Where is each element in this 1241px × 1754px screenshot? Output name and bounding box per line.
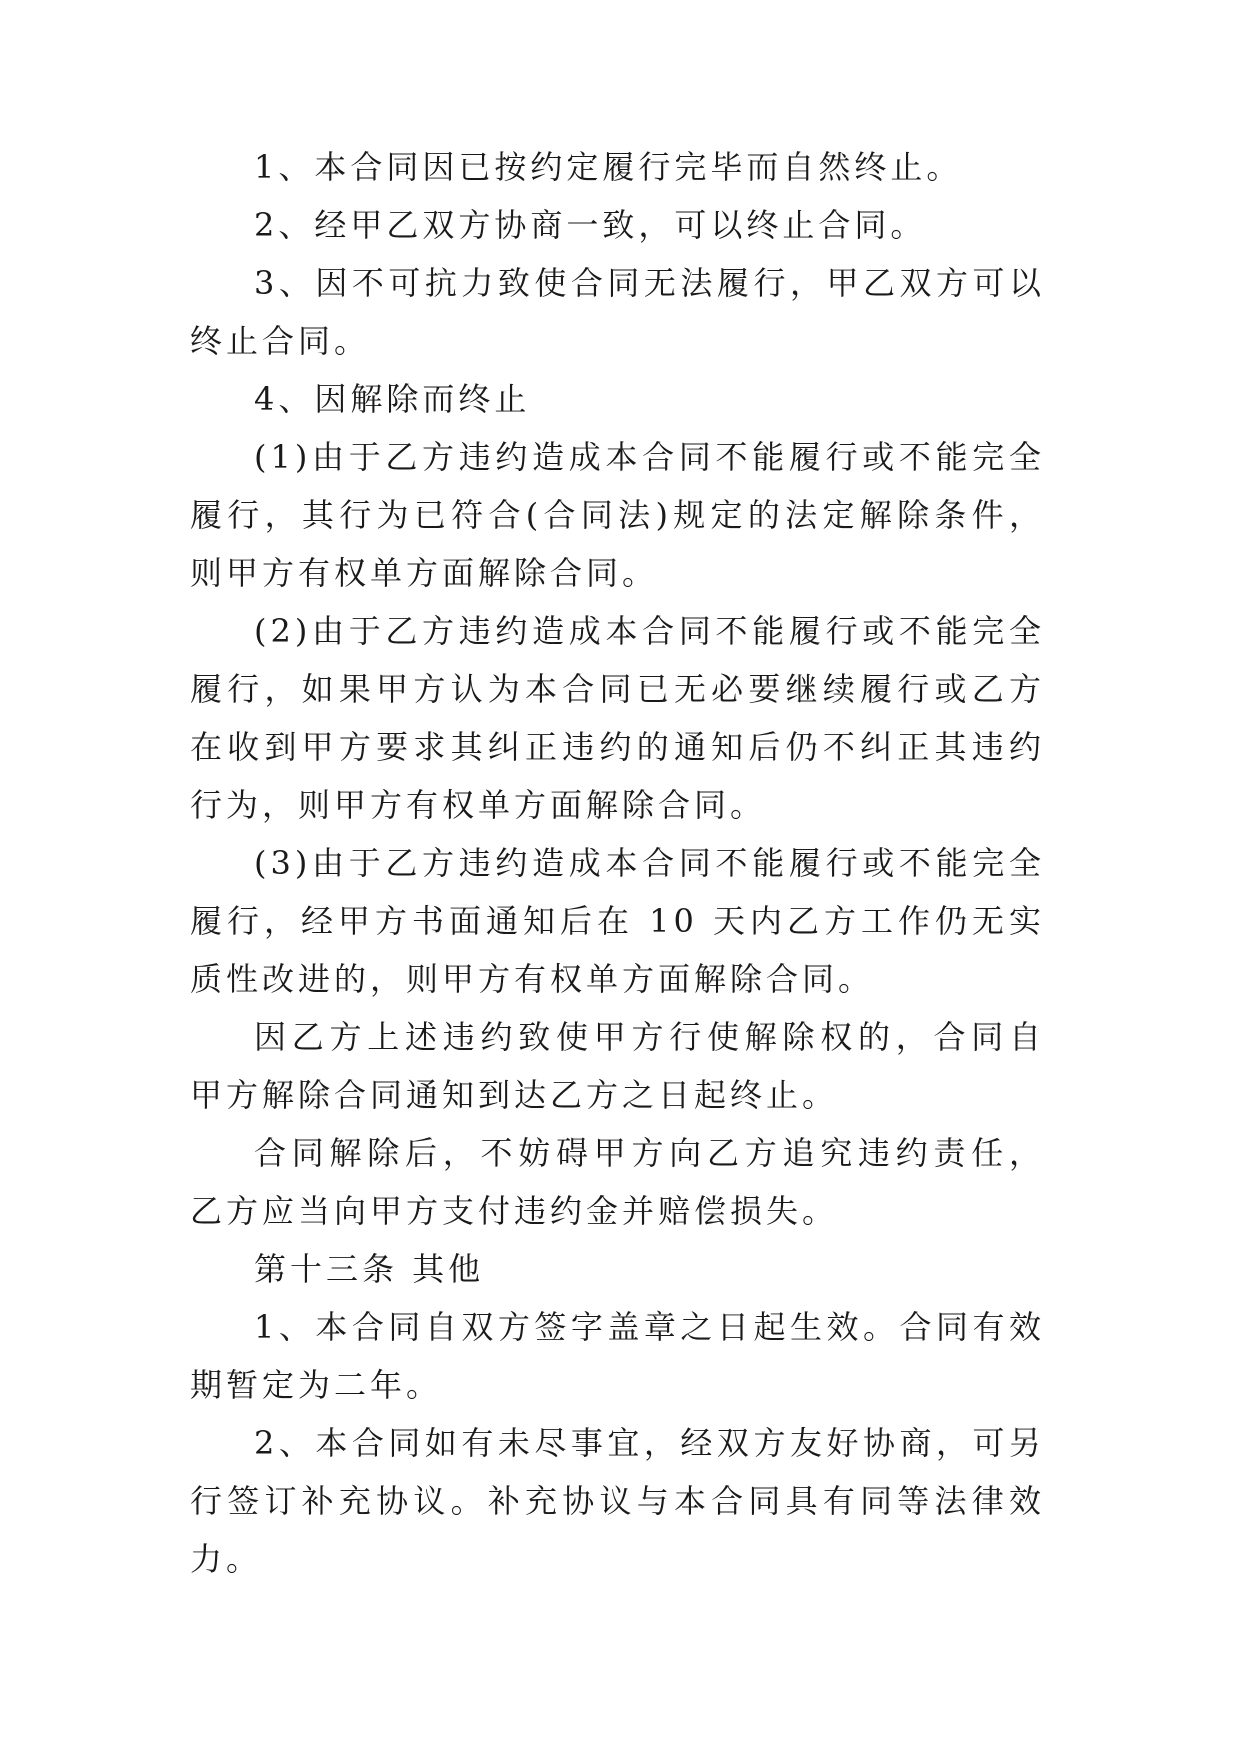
paragraph-subclause-3: (3)由于乙方违约造成本合同不能履行或不能完全履行，经甲方书面通知后在 10 天内乙方工作仍无实质性改进的，则甲方有权单方面解除合同。 [190,844,1045,998]
paragraph-other-2: 2、本合同如有未尽事宜，经双方友好协商，可另行签订补充协议。补充协议与本合同具有同等法律效力。 [190,1424,1045,1578]
paragraph-subclause-2: (2)由于乙方违约造成本合同不能履行或不能完全履行，如果甲方认为本合同已无必要继续履行或乙方在收到甲方要求其纠正违约的通知后仍不纠正其违约行为，则甲方有权单方面解除合同。 [190,612,1045,824]
paragraph-liability: 合同解除后，不妨碍甲方向乙方追究违约责任，乙方应当向甲方支付违约金并赔偿损失。 [190,1134,1045,1230]
article-heading: 第十三条 其他 [254,1250,485,1288]
paragraph-clause-4: 4、因解除而终止 [254,380,531,418]
paragraph-clause-2: 2、经甲乙双方协商一致，可以终止合同。 [254,206,927,244]
document-body [190,138,1045,1588]
paragraph-other-1: 1、本合同自双方签字盖章之日起生效。合同有效期暂定为二年。 [190,1308,1045,1404]
paragraph-termination-effect: 因乙方上述违约致使甲方行使解除权的，合同自甲方解除合同通知到达乙方之日起终止。 [190,1018,1045,1114]
paragraph-clause-3: 3、因不可抗力致使合同无法履行，甲乙双方可以终止合同。 [190,264,1045,360]
paragraph-clause-1: 1、本合同因已按约定履行完毕而自然终止。 [254,148,963,186]
paragraph-subclause-1: (1)由于乙方违约造成本合同不能履行或不能完全履行，其行为已符合(合同法)规定的法定解除条件，则甲方有权单方面解除合同。 [190,438,1045,592]
